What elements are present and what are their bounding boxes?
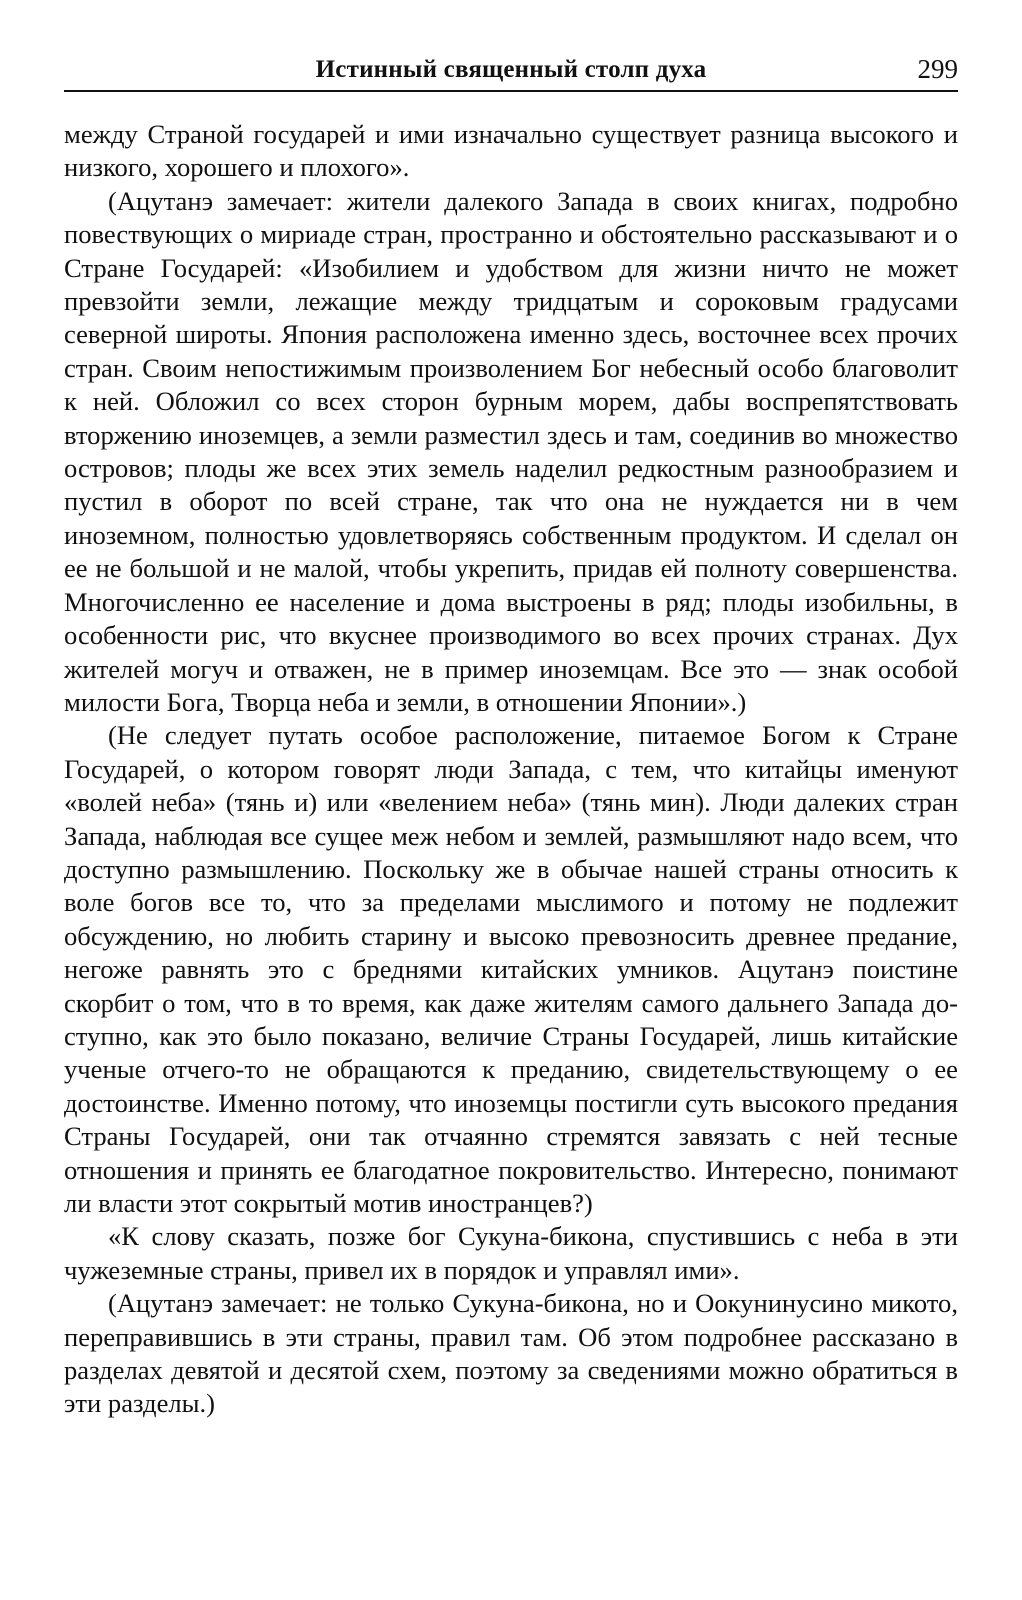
page-header bbox=[64, 52, 958, 92]
paragraph-continuation: между Страной государей и ими изначально существует разница высокого и низкого, хорошего и плохого». bbox=[64, 119, 958, 183]
paragraph-quote-sukuna-bikona: «К слову сказать, позже бог Сукуна-бикона, спустившись с неба в эти чужеземные страны, привел их в порядок и управлял ими». bbox=[64, 1221, 958, 1285]
body-text bbox=[64, 118, 958, 1421]
paragraph-commentary-ookuninushi: (Ацутанэ замечает: не только Сукуна-бикона, но и Оокунинусино микото, переправившись в эти страны, правил там. Об этом подробнее рассказано в разделах девятой и десятой схем, поэтому за сведениями можно обратиться в эти разделы.) bbox=[64, 1288, 958, 1419]
paragraph-commentary-heaven: (Не следует путать особое расположение, питаемое Богом к Стране Государей, о котором говорят люди Запада, с тем, что китайцы именуют «волей неба» (тянь и) или «велением неба» (тянь мин). Люди далеких стран Запада, наблюдая все сущее меж небом и землей, размышляют надо всем, что доступно размышлению. Поскольку же в обычае нашей страны относить к воле богов все то, что за пределами мыслимого и потому не подлежит обсуждению, но любить старину и высоко превозносить древнее предание, негоже равнять это с бреднями китайских умников. Ацутанэ поистине скорбит о том, что в то время, как даже жителям самого дальнего Запада доступно, как это было показано, величие Страны Государей, лишь китайские ученые отчего-то не обращаются к преданию, свидетельствующему о ее достоинстве. Именно потому, что иноземцы постигли суть высокого предания Страны Государей, они так отчаянно стремятся завязать с ней тесные отношения и принять ее благодатное покровительство. Интересно, понимают ли власти этот сокрытый мотив иностранцев?) bbox=[64, 720, 958, 1218]
page-number: 299 bbox=[917, 54, 958, 84]
running-title: Истинный священный столп духа bbox=[315, 56, 707, 83]
paragraph-commentary-west: (Ацутанэ замечает: жители далекого Запада в своих книгах, подробно повествующих о мириаде стран, пространно и обстоятельно рассказывают и о Стране Государей: «Изобилием и удобством для жизни ничто не может превзойти земли, лежащие между тридцатым и сороковым градусами северной широты. Япония расположена именно здесь, восточнее всех прочих стран. Своим непостижимым произволением Бог небесный особо благоволит к ней. Обложил со всех сторон бурным морем, дабы воспрепятствовать вторжению иноземцев, а земли разместил здесь и там, соединив во множество островов; плоды же всех этих земель наделил редкостным разнообразием и пустил в оборот по всей стране, так что она не нуждается ни в чем иноземном, полностью удовлетворяясь собственным продуктом. И сделал он ее не большой и не малой, чтобы укрепить, придав ей полноту совершенства. Многочисленно ее население и дома выстроены в ряд; плоды изобильны, в особенности рис, что вкуснее производимого во всех прочих странах. Дух жителей могуч и отважен, не в пример иноземцам. Все это — знак особой милости Бога, Творца неба и земли, в отношении Японии».) bbox=[64, 185, 958, 717]
